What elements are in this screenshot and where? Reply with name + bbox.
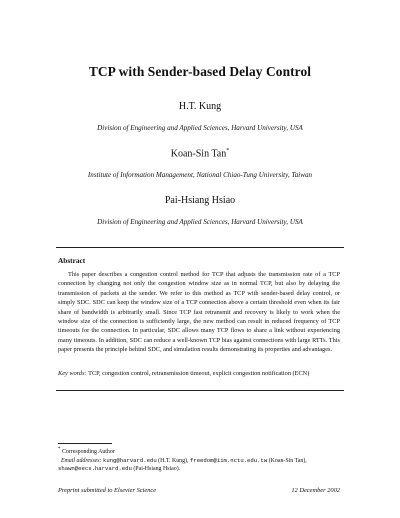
corresponding-author-label: Corresponding Author xyxy=(61,448,115,455)
footnote-mark: * xyxy=(58,447,61,452)
keywords-text: TCP, congestion control, retransmission timeout, explicit congestion notification (ECN) xyxy=(88,370,310,377)
author-2-affiliation: Institute of Information Management, National Chiao-Tung University, Taiwan xyxy=(87,171,313,179)
author-name xyxy=(0,101,400,112)
abstract-heading: Abstract xyxy=(58,256,86,265)
author-3-affiliation: Division of Engineering and Applied Sciences, Harvard University, USA xyxy=(97,218,303,226)
abstract-top-rule xyxy=(56,247,344,248)
author-1-affiliation: Division of Engineering and Applied Sciences, Harvard University, USA xyxy=(97,124,303,132)
email-link-2[interactable]: freedom@iim.nctu.edu.tw xyxy=(189,456,268,464)
corresponding-mark: * xyxy=(226,148,230,154)
paper-title: TCP with Sender-based Delay Control xyxy=(88,64,312,79)
abstract-bottom-rule xyxy=(56,390,344,391)
footer-date: 12 December 2002 xyxy=(291,487,340,494)
keywords xyxy=(58,369,340,378)
footnote xyxy=(58,446,340,474)
keywords-label: Key words: xyxy=(58,370,87,377)
email-label: Email addresses: xyxy=(60,457,102,464)
author-2-name: Koan-Sin Tan xyxy=(170,148,227,160)
author-name xyxy=(0,148,400,159)
email-owner-2: (Koan-Sin Tan), xyxy=(268,457,307,464)
page-footer xyxy=(58,487,340,494)
author-1-name: H.T. Kung xyxy=(178,101,222,112)
email-owner-1: (H.T. Kung), xyxy=(158,457,189,464)
email-link-3[interactable]: shawn@eecs.harvard.edu xyxy=(58,465,132,473)
email-link-1[interactable]: kung@harvard.edu xyxy=(102,456,157,464)
author-3-name: Pai-Hsiang Hsiao xyxy=(164,195,236,206)
footnote-rule xyxy=(58,443,112,444)
abstract-text: This paper describes a congestion control method for TCP that adjusts the transmission rate of a TCP connection by changing not only the congestion window size as in normal TCP, but also by delaying the transmission of packets at the sender. We refer to this method as TCP with sender-based delay control, or simply SDC. SDC can keep the window size of a TCP connection above a certain threshold even when its fair share of bandwidth is arbitrarily small. Since TCP fast retransmit and recovery is likely to work when the window size of the connection is sufficiently large, the new method can result in reduced frequency of TCP timeouts for the connection. In particular, SDC allows many TCP flows to share a link without experiencing many timeouts. In addition, SDC can reduce a well-known TCP bias against connections with large RTTs. This paper presents the principle behind SDC, and simulation results demonstrating its properties and advantages. xyxy=(58,271,340,354)
preprint-note: Preprint submitted to Elsevier Science xyxy=(58,487,157,494)
email-owner-3: (Pai-Hsiang Hsiao). xyxy=(133,466,181,473)
author-name xyxy=(0,195,400,206)
